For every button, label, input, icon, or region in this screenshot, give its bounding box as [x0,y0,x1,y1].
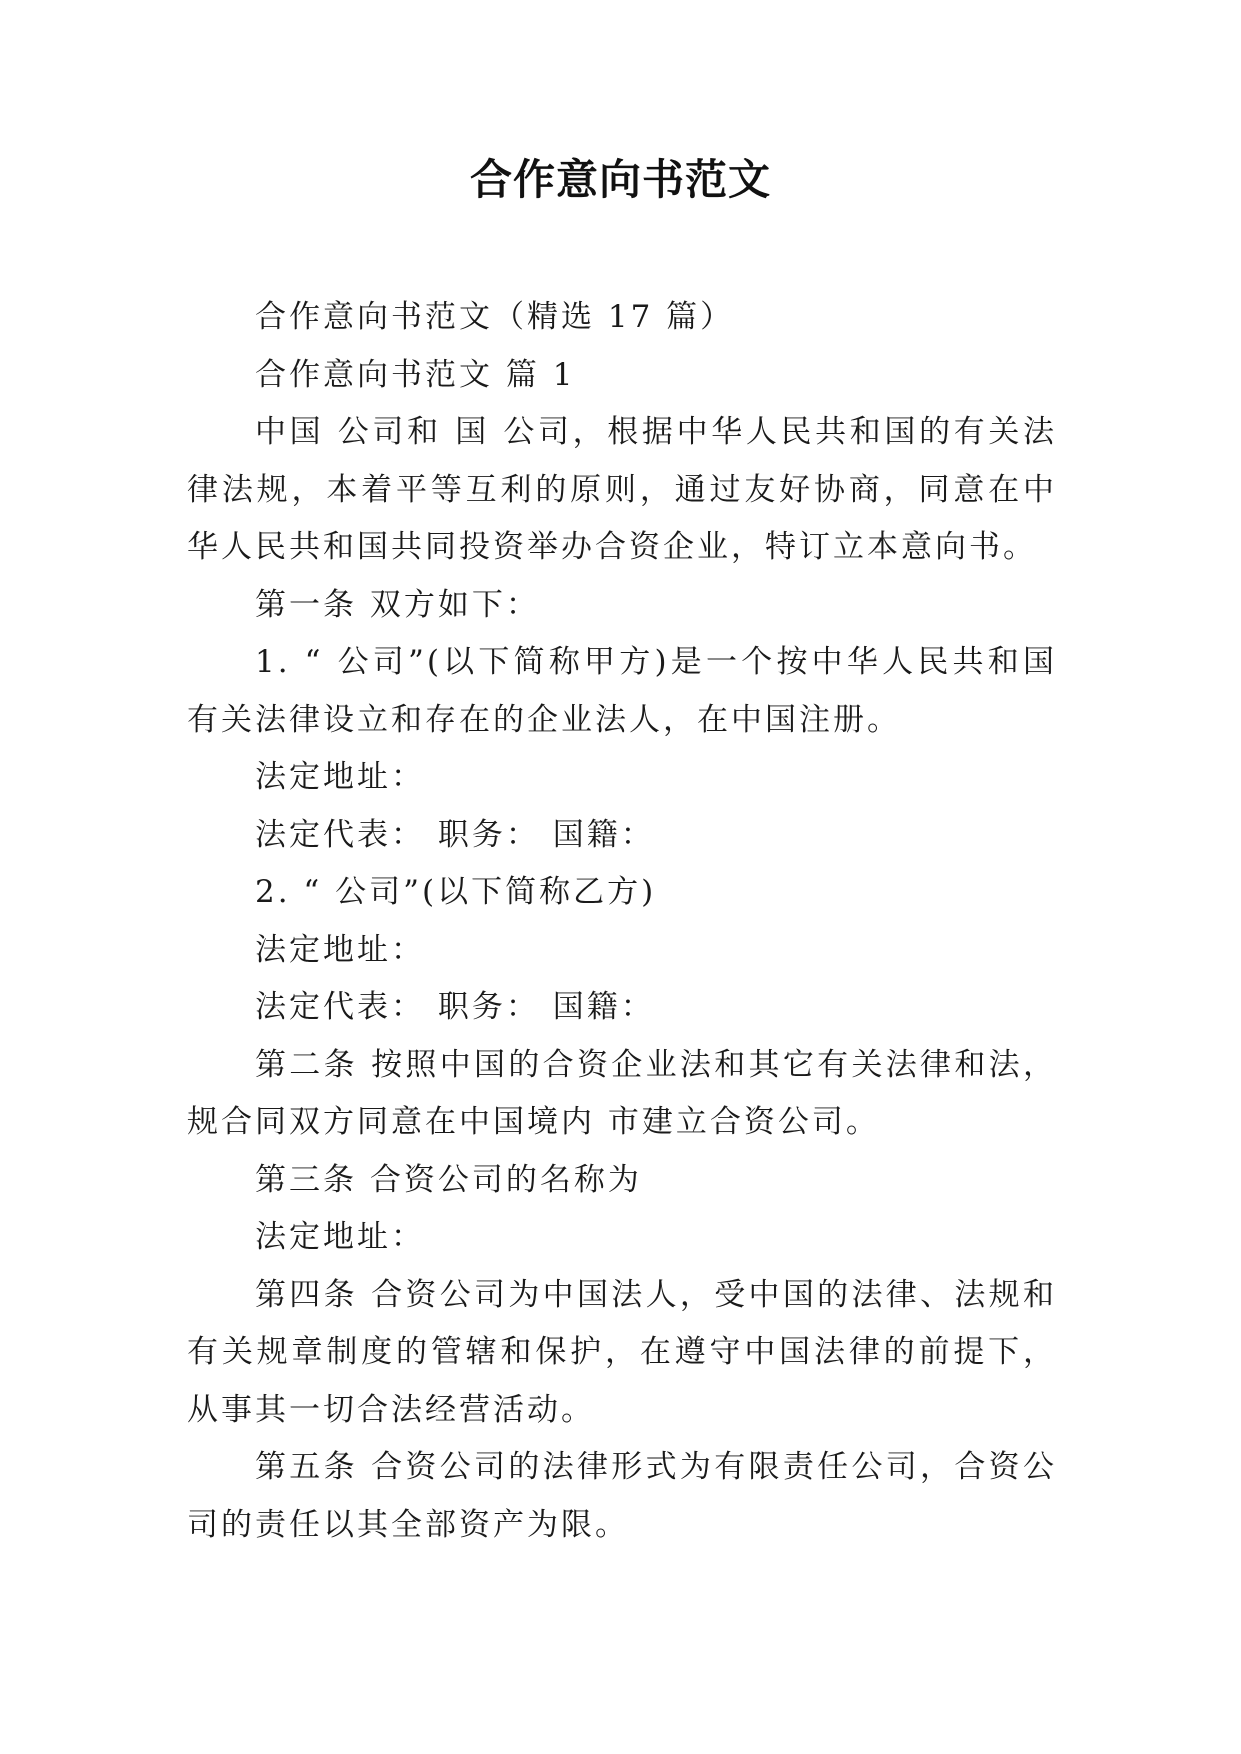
paragraph-jv-address: 法定地址： [255,1219,425,1255]
paragraph-article-5: 第五条 合资公司的法律形式为有限责任公司，合资公司的责任以其全部资产为限。 [187,1449,1057,1543]
paragraph-article-heading: 合作意向书范文 篇 1 [255,356,576,393]
paragraph-article-2: 第二条 按照中国的合资企业法和其它有关法律和法，规合同双方同意在中国境内 市建立合资公司。 [187,1046,1057,1140]
document-title: 合作意向书范文 [469,155,771,204]
paragraph-article-1: 第一条 双方如下： [255,586,540,623]
paragraph-party-b-address: 法定地址： [255,931,425,968]
paragraph-party-a-representative: 法定代表： 职务： 国籍： [255,816,655,853]
document-body [187,289,1057,1554]
paragraph-subtitle: 合作意向书范文（精选 17 篇） [255,299,735,335]
paragraph-party-a: 1. “ 公司”(以下简称甲方)是一个按中华人民共和国有关法律设立和存在的企业法人，在中国注册。 [187,644,1057,738]
paragraph-party-a-address: 法定地址： [255,759,425,795]
paragraph-preamble: 中国 公司和 国 公司，根据中华人民共和国的有关法律法规，本着平等互利的原则，通过友好协商，同意在中华人民共和国共同投资举办合资企业，特订立本意向书。 [187,414,1057,565]
paragraph-party-b-representative: 法定代表： 职务： 国籍： [255,989,655,1025]
paragraph-article-4: 第四条 合资公司为中国法人，受中国的法律、法规和有关规章制度的管辖和保护，在遵守中国法律的前提下，从事其一切合法经营活动。 [187,1276,1057,1428]
paragraph-article-3: 第三条 合资公司的名称为 [255,1161,642,1198]
paragraph-party-b: 2. “ 公司”(以下简称乙方) [255,874,657,910]
